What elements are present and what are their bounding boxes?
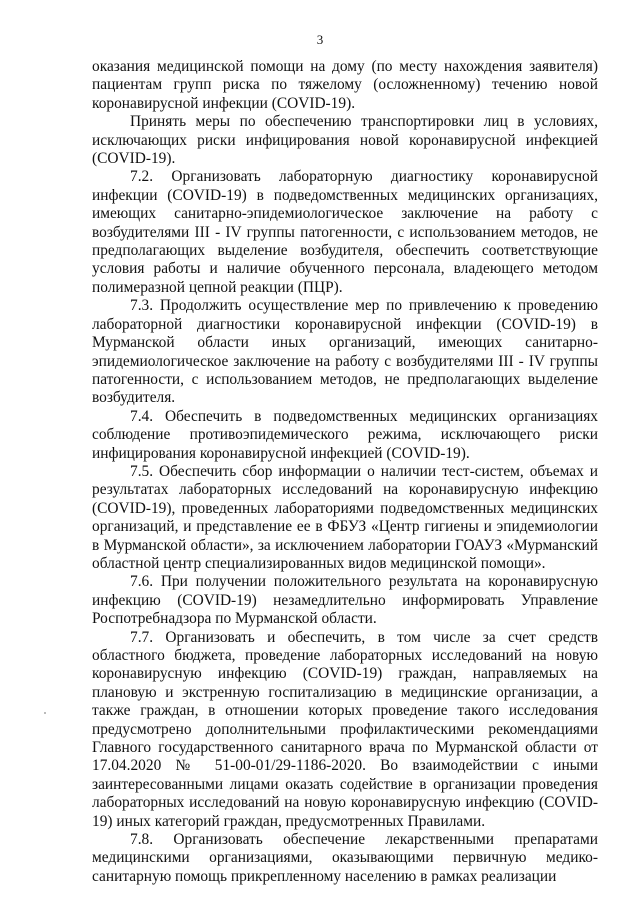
- paragraph-7-8: 7.8. Организовать обеспечение лекарственными препаратами медицинскими организациями, оказывающими первичную медико-санитарную помощь прикрепленному населению в рамках реализации: [92, 831, 598, 885]
- paragraph-7-5: 7.5. Обеспечить сбор информации о наличии тест-систем, объемах и результатах лабораторных исследований на коронавирусную инфекцию (COVID-19), проведенных лабораториями подведомственных медицинских организаций, и представление ее в ФБУЗ «Центр гигиены и эпидемиологии в Мурманской области», за исключением лаборатории ГОАУЗ «Мурманский областной центр специализированных видов медицинской помощи».: [92, 462, 598, 572]
- page-number: 3: [316, 32, 324, 47]
- paragraph-7-6: 7.6. При получении положительного результата на коронавирусную инфекцию (COVID-19) незамедлительно информировать Управление Роспотребнадзора по Мурманской области.: [92, 573, 598, 628]
- margin-speck: [44, 712, 46, 714]
- paragraph-7-4: 7.4. Обеспечить в подведомственных медицинских организациях соблюдение противоэпидемического режима, исключающего риски инфицирования коронавирусной инфекцией (COVID-19).: [92, 407, 598, 462]
- paragraph-continuation: оказания медицинской помощи на дому (по месту нахождения заявителя) пациентам групп риска по тяжелому (осложненному) течению новой коронавирусной инфекции (COVID-19).: [92, 58, 598, 112]
- paragraph-7-2: 7.2. Организовать лабораторную диагностику коронавирусной инфекции (COVID-19) в подведомственных медицинских организациях, имеющих санитарно-эпидемиологическое заключение на работу с возбудителями III - IV группы патогенности, с использованием методов, не предполагающих выделение возбудителя, обеспечить соответствующие условия работы и наличие обученного персонала, владеющего методом полимеразной цепной реакции (ПЦР).: [92, 168, 598, 296]
- paragraph-7-3: 7.3. Продолжить осуществление мер по привлечению к проведению лабораторной диагностики коронавирусной инфекции (COVID-19) в Мурманской области иных организаций, имеющих санитарно-эпидемиологическое заключение на работу с возбудителями III - IV группы патогенности, с использованием методов, не предполагающих выделение возбудителя.: [92, 297, 598, 407]
- paragraph-transport: Принять меры по обеспечению транспортировки лиц в условиях, исключающих риски инфицирования новой коронавирусной инфекцией (COVID-19).: [92, 113, 598, 168]
- document-body: [92, 58, 598, 886]
- paragraph-7-7: 7.7. Организовать и обеспечить, в том числе за счет средств областного бюджета, проведение лабораторных исследований на новую коронавирусную инфекцию (COVID-19) граждан, направляемых на плановую и экстренную госпитализацию в медицинские организации, а также граждан, в отношении которых проведение такого исследования предусмотрено дополнительными профилактическими рекомендациями Главного государственного санитарного врача по Мурманской области от 17.04.2020 № 51-00-01/29-1186-2020. Во взаимодействии с иными заинтересованными лицами оказать содействие в организации проведения лабораторных исследований на новую коронавирусную инфекцию (COVID-19) иных категорий граждан, предусмотренных Правилами.: [92, 628, 598, 830]
